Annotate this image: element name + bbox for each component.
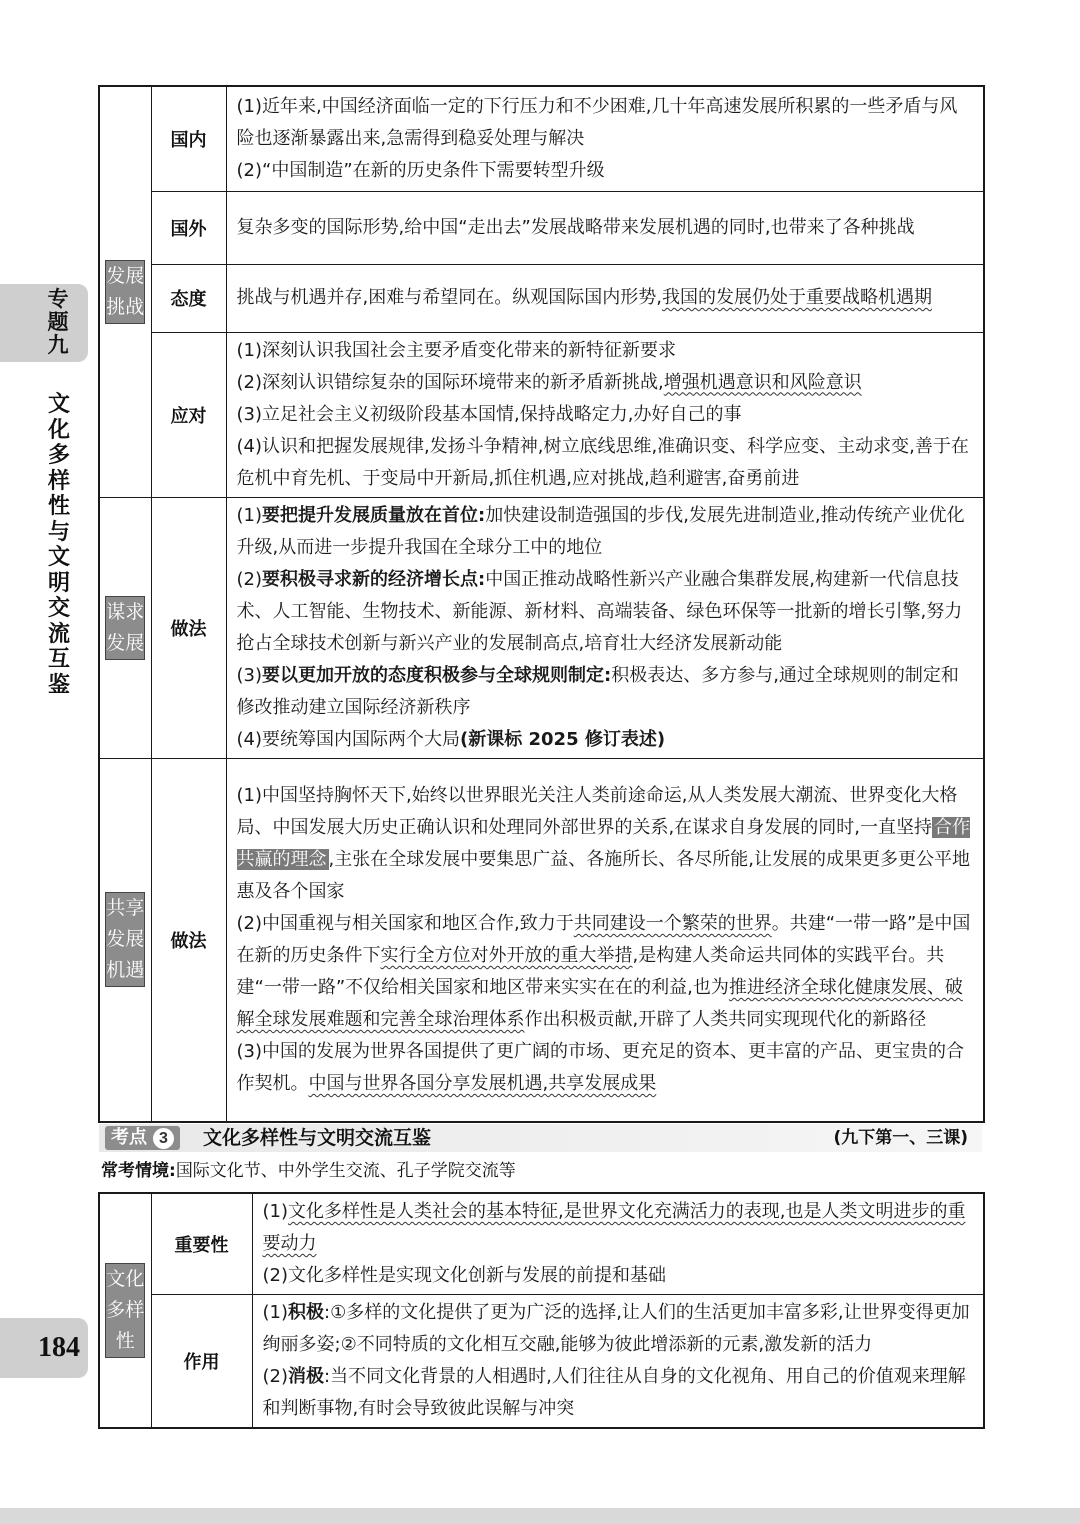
culture-diversity-table	[98, 1192, 985, 1429]
gongxiang-p2-cont2: ,是构建人类命运共同体的实践平台。共建“一带一路”不仅给相关国家和地区带来实实在在的利益,也为	[236, 944, 945, 998]
yingdui-p2: (2)深刻认识错综复杂的国际环境带来的新矛盾新挑战,	[236, 371, 664, 393]
zuoyong-p1-key: 积极	[288, 1302, 324, 1323]
page-bottom-edge	[0, 1508, 1080, 1524]
gongxiang-p2-emphasis2: 实行全方位对外开放的重大举措	[380, 944, 633, 966]
sub-guonei: 国内	[151, 86, 226, 191]
mouqiu-p3-key: 要以更加开放的态度积极参与全球规则制定:	[262, 664, 612, 686]
topic-label: 专题九	[47, 287, 69, 357]
zhongyao-content	[252, 1193, 984, 1295]
guowai-p1: 复杂多变的国际形势,给中国“走出去”发展战略带来发展机遇的同时,也带来了各种挑战	[236, 216, 915, 238]
gongxiang-p2-emphasis1: 共同建设一个繁荣的世界	[573, 912, 772, 934]
common-situation	[101, 1158, 516, 1184]
guonei-p2: (2)“中国制造”在新的历史条件下需要转型升级	[236, 159, 605, 181]
taidu-text: 挑战与机遇并存,困难与希望同在。纵观国际国内形势,	[236, 287, 662, 308]
mouqiu-p1-key: 要把提升发展质量放在首位:	[262, 504, 486, 526]
zhongyao-p2: (2)文化多样性是实现文化创新与发展的前提和基础	[262, 1265, 666, 1286]
yingdui-p2-emphasis: 增强机遇意识和风险意识	[663, 371, 862, 393]
section-title: 文化多样性与文明交流互鉴	[203, 1127, 432, 1149]
category-label: 发展挑战	[105, 260, 145, 324]
section-lesson: (九下第一、三课)	[833, 1128, 968, 1148]
page-number-tab	[0, 1318, 88, 1378]
mouqiu-p2-text: 中国正推动战略性新兴产业融合集群发展,构建新一代信息技术、人工智能、生物技术、新能源、新材料、高端装备、绿色环保等一批新的增长引擎,努力抢占全球技术创新与新兴产业的发展制高点,培育壮大经济发展新动能	[236, 568, 963, 654]
category-fazhan-tiaozhan	[99, 86, 151, 497]
kaodian-badge	[105, 1126, 180, 1150]
zuoyong-p2-key: 消极	[288, 1366, 324, 1387]
situation-label: 常考情境:	[101, 1161, 176, 1181]
sub-gongxiang-zuofa: 做法	[151, 758, 226, 1122]
category-label: 谋求发展	[105, 596, 145, 660]
mouqiu-p2-num: (2)	[236, 568, 262, 590]
yingdui-p3: (3)立足社会主义初级阶段基本国情,保持战略定力,办好自己的事	[236, 403, 742, 425]
category-label: 共享发展机遇	[105, 892, 145, 987]
gongxiang-p2-cont3: 作出积极贡献,开辟了人类共同实现现代化的新路径	[524, 1008, 927, 1030]
side-title: 文化多样性与文明交流互鉴	[47, 392, 70, 698]
section-header	[99, 1124, 982, 1152]
guonei-p1: (1)近年来,中国经济面临一定的下行压力和不少困难,几十年高速发展所积累的一些矛盾与风险也逐渐暴露出来,急需得到稳妥处理与解决	[236, 95, 958, 149]
category-gongxiang	[99, 758, 151, 1122]
category-mouqiu-fazhan	[99, 497, 151, 758]
mouqiu-p1-text: 加快建设制造强国的步伐,发展先进制造业,推动传统产业优化升级,从而进一步提升我国在全球分工中的地位	[236, 504, 965, 558]
gongxiang-content	[226, 758, 984, 1122]
gongxiang-p2-emphasis3: 推进经济全球化健康发展、破解全球发展难题和完善全球治理体系	[236, 976, 963, 1030]
kaodian-number: 3	[153, 1128, 174, 1149]
gongxiang-p1-cont: ,主张在全球发展中要集思广益、各施所长、各尽所能,让发展的成果更多更公平地惠及各个国家	[236, 848, 970, 902]
sub-mouqiu-zuofa: 做法	[151, 497, 226, 758]
mouqiu-p3-num: (3)	[236, 664, 262, 686]
sub-yingdui: 应对	[151, 332, 226, 497]
guonei-content	[226, 86, 984, 191]
development-table	[98, 85, 985, 1123]
category-wenhua	[99, 1193, 151, 1428]
yingdui-content	[226, 332, 984, 497]
zhongyao-p1-num: (1)	[262, 1201, 288, 1222]
gongxiang-p3-emphasis: 中国与世界各国分享发展机遇,共享发展成果	[308, 1072, 657, 1094]
taidu-content	[226, 264, 984, 332]
mouqiu-content	[226, 497, 984, 758]
zuoyong-p2-num: (2)	[262, 1366, 288, 1387]
gongxiang-p1-highlight: 合作共赢的理念	[236, 816, 970, 870]
topic-tab	[0, 284, 88, 362]
yingdui-p4: (4)认识和把握发展规律,发扬斗争精神,树立底线思维,准确识变、科学应变、主动求变,善于在危机中育先机、于变局中开新局,抓住机遇,应对挑战,趋利避害,奋勇前进	[236, 435, 969, 489]
zuoyong-p1-num: (1)	[262, 1302, 288, 1323]
gongxiang-p2-cont1: 。共建“一带一路”是中国在新的历史条件下	[236, 912, 971, 966]
zuoyong-p1-text: :①多样的文化提供了更为广泛的选择,让人们的生活更加丰富多彩,让世界变得更加绚丽多姿;②不同特质的文化相互交融,能够为彼此增添新的元素,激发新的活力	[262, 1302, 970, 1355]
zhongyao-p1: 文化多样性是人类社会的基本特征,是世界文化充满活力的表现,也是人类文明进步的重要动力	[262, 1201, 966, 1254]
situation-text: 国际文化节、中外学生交流、孔子学院交流等	[175, 1161, 516, 1181]
sub-taidu: 态度	[151, 264, 226, 332]
mouqiu-p2-key: 要积极寻求新的经济增长点:	[262, 568, 486, 590]
page-number: 184	[38, 1332, 80, 1363]
gongxiang-p1: (1)中国坚持胸怀天下,始终以世界眼光关注人类前途命运,从人类发展大潮流、世界变化大格局、中国发展大历史正确认识和处理同外部世界的关系,在谋求自身发展的同时,一直坚持	[236, 784, 958, 838]
taidu-emphasis: 我国的发展仍处于重要战略机遇期	[661, 287, 932, 308]
yingdui-p1: (1)深刻认识我国社会主要矛盾变化带来的新特征新要求	[236, 339, 676, 361]
gongxiang-p2: (2)中国重视与相关国家和地区合作,致力于	[236, 912, 574, 934]
zuoyong-p2-text: :当不同文化背景的人相遇时,人们往往从自身的文化视角、用自己的价值观来理解和判断事物,有时会导致彼此误解与冲突	[262, 1366, 966, 1419]
mouqiu-p4-note: (新课标 2025 修订表述)	[460, 728, 666, 750]
sub-zuoyong: 作用	[151, 1295, 252, 1429]
gongxiang-p3: (3)中国的发展为世界各国提供了更广阔的市场、更充足的资本、更丰富的产品、更宝贵的合作契机。	[236, 1040, 964, 1094]
zuoyong-content	[252, 1295, 984, 1429]
mouqiu-p1-num: (1)	[236, 504, 262, 526]
category-label: 文化多样性	[105, 1263, 145, 1358]
guowai-content	[226, 191, 984, 264]
mouqiu-p4-text: (4)要统筹国内国际两个大局	[236, 728, 460, 750]
kaodian-label: 考点	[111, 1127, 147, 1148]
sub-zhongyao: 重要性	[151, 1193, 252, 1295]
sub-guowai: 国外	[151, 191, 226, 264]
mouqiu-p3-text: 积极表达、多方参与,通过全球规则的制定和修改推动建立国际经济新秩序	[236, 664, 959, 718]
